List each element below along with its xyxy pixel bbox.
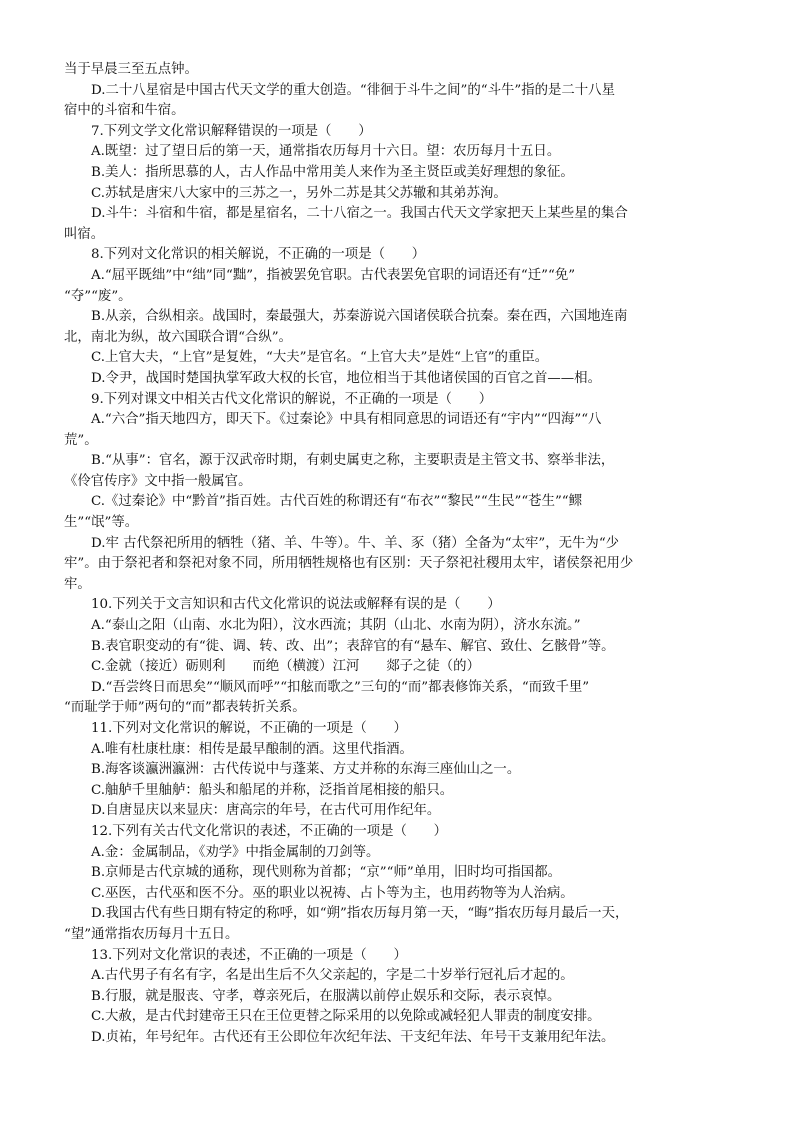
text-line: C.上官大夫，“上官”是复姓，“大夫”是官名。“上官大夫”是姓“上官”的重臣。: [91, 350, 549, 366]
text-line: 牢。: [64, 576, 91, 592]
text-line: “而耻学于师”两句的“而”都表转折关系。: [64, 700, 306, 716]
text-line: 12.下列有关古代文化常识的表述，不正确的一项是（ ）: [91, 823, 448, 839]
text-line: B.美人：指所思慕的人，古人作品中常用美人来作为圣主贤臣或美好理想的象征。: [91, 164, 574, 180]
text-line: 生”“氓”等。: [64, 515, 139, 531]
text-line: 牢”。由于祭祀者和祭祀对象不同，所用牺牲规格也有区别：天子祭祀社稷用太牢，诸侯祭祀用少: [64, 556, 634, 572]
text-line: “夺”“废”。: [64, 288, 132, 304]
text-line: 叫宿。: [64, 226, 105, 242]
text-line: D.令尹，战国时楚国执掌军政大权的长官，地位相当于其他诸侯国的百官之首——相。: [91, 370, 601, 386]
text-line: A.古代男子有名有字，名是出生后不久父亲起的，字是二十岁举行冠礼后才起的。: [91, 968, 574, 984]
text-line: 8.下列对文化常识的相关解说，不正确的一项是（ ）: [91, 247, 426, 263]
text-line: B.海客谈瀛洲瀛洲：古代传说中与蓬莱、方丈并称的东海三座仙山之一。: [91, 762, 521, 778]
text-line: A.唯有杜康杜康：相传是最早酿制的酒。这里代指酒。: [91, 741, 413, 757]
text-line: B.行服，就是服丧、守孝，尊亲死后，在服满以前停止娱乐和交际，表示哀悼。: [91, 988, 561, 1004]
text-line: “望”通常指农历每月十五日。: [64, 926, 239, 942]
text-line: 《伶官传序》文中指一般属官。: [64, 473, 252, 489]
text-line: D.“吾尝终日而思矣”“顺风而呼”“扣舷而歌之”三句的“而”都表修饰关系，“而致千里”: [91, 679, 590, 695]
text-line: D.自唐显庆以来显庆：唐高宗的年号，在古代可用作纪年。: [91, 803, 441, 819]
text-line: 宿中的斗宿和牛宿。: [64, 103, 185, 119]
text-line: C.大赦，是古代封建帝王只在王位更替之际采用的以免除或减轻犯人罪责的制度安排。: [91, 1009, 601, 1025]
text-line: C.《过秦论》中“黔首”指百姓。古代百姓的称谓还有“布衣”“黎民”“生民”“苍生”“鳏: [91, 494, 583, 510]
text-line: D.二十八星宿是中国古代天文学的重大创造。“徘徊于斗牛之间”的“斗牛”指的是二十八星: [91, 82, 615, 98]
text-line: C.金就（接近）砺则利 而绝（横渡）江河 郯子之徒（的）: [91, 659, 480, 675]
text-line: A.金：金属制品，《劝学》中指金属制的刀剑等。: [91, 844, 380, 860]
text-line: A.“六合”指天地四方，即天下。《过秦论》中具有相同意思的词语还有“宇内”“四海”“八: [91, 412, 602, 428]
text-line: C.巫医，古代巫和医不分。巫的职业以祝祷、占卜等为主，也用药物等为人治病。: [91, 885, 574, 901]
text-line: A.“屈平既绌”中“绌”同“黜”，指被罢免官职。古代表罢免官职的词语还有“迁”“免”: [91, 267, 576, 283]
text-line: 7.下列文学文化常识解释错误的一项是（ ）: [91, 123, 372, 139]
text-line: D.我国古代有些日期有特定的称呼，如“朔”指农历每月第一天，“晦”指农历每月最后一天，: [91, 906, 629, 922]
text-line: B.表官职变动的有“徙、调、转、改、出”；表辞官的有“悬车、解官、致仕、乞骸骨”等。: [91, 638, 615, 654]
text-line: 荒”。: [64, 432, 98, 448]
text-line: B.从亲，合纵相亲。战国时，秦最强大，苏秦游说六国诸侯联合抗秦。秦在西，六国地连南: [91, 309, 628, 325]
text-line: 13.下列对文化常识的表述，不正确的一项是（ ）: [91, 947, 407, 963]
text-line: 当于早晨三至五点钟。: [64, 62, 198, 77]
text-line: A.“泰山之阳（山南、水北为阳），汶水西流；其阴（山北、水南为阴），济水东流。”: [91, 618, 581, 634]
text-line: 11.下列对文化常识的解说，不正确的一项是（ ）: [91, 721, 407, 736]
text-line: D.斗牛：斗宿和牛宿，都是星宿名，二十八宿之一。我国古代天文学家把天上某些星的集合: [91, 206, 628, 222]
text-line: 北，南北为纵，故六国联合谓“合纵”。: [64, 329, 292, 345]
text-line: B.京师是古代京城的通称，现代则称为首都；“京”“师”单用，旧时均可指国都。: [91, 865, 561, 881]
text-line: 10.下列关于文言知识和古代文化常识的说法或解释有误的是（ ）: [91, 597, 501, 613]
text-line: C.苏轼是唐宋八大家中的三苏之一，另外二苏是其父苏辙和其弟苏洵。: [91, 185, 507, 201]
text-line: B.“从事”：官名，源于汉武帝时期，有刺史属吏之称，主要职责是主管文书、察举非法，: [91, 453, 615, 469]
text-line: D.贞祐，年号纪年。古代还有王公即位年次纪年法、干支纪年法、年号干支兼用纪年法。: [91, 1029, 615, 1045]
text-line: 9.下列对课文中相关古代文化常识的解说，不正确的一项是（ ）: [91, 391, 493, 407]
text-line: D.牢 古代祭祀所用的牺牲（猪、羊、牛等）。牛、羊、豕（猪）全备为“太牢”，无牛为“少: [91, 535, 620, 551]
text-line: C.舳舻千里舳舻：船头和船尾的并称，泛指首尾相接的船只。: [91, 782, 454, 798]
text-line: A.既望：过了望日后的第一天，通常指农历每月十六日。望：农历每月十五日。: [91, 144, 561, 160]
